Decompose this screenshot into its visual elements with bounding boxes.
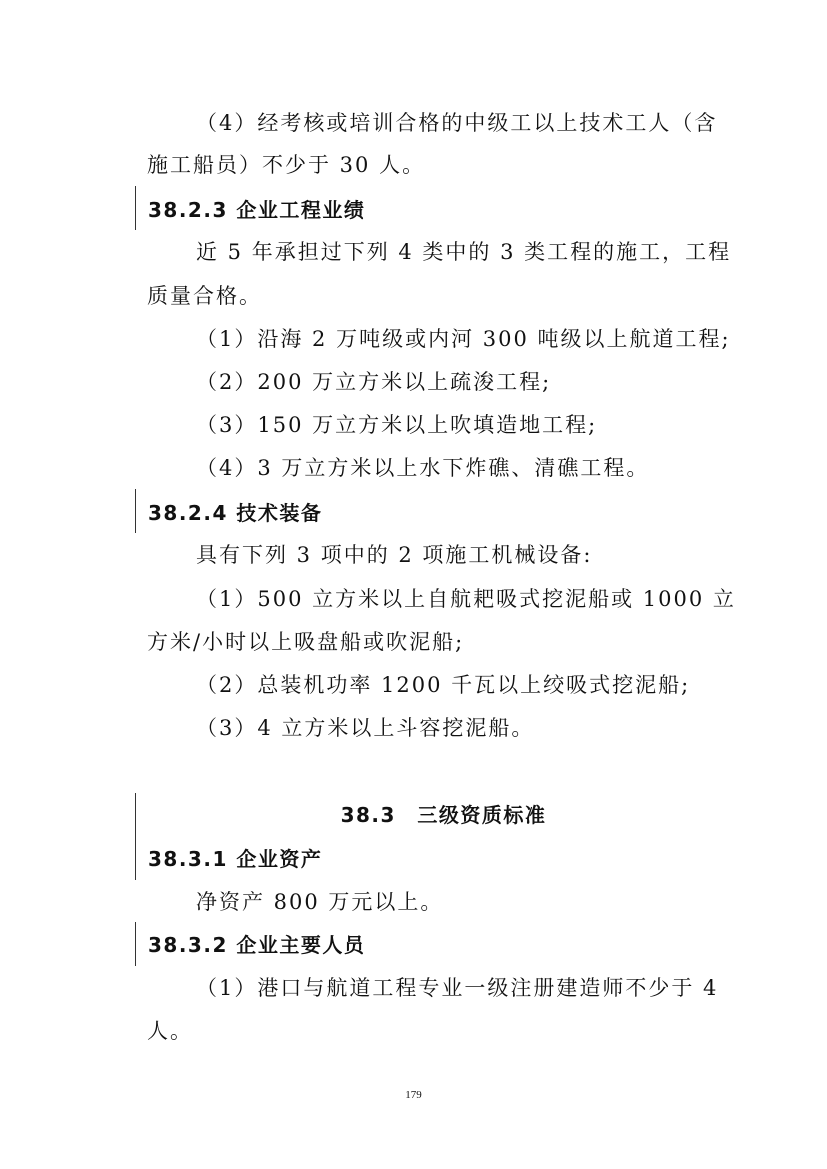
list-item: （1）港口与航道工程专业一级注册建造师不少于 4 bbox=[196, 976, 719, 1000]
revision-bar bbox=[135, 186, 136, 230]
page-number: 179 bbox=[405, 1089, 422, 1101]
paragraph-line: （4）经考核或培训合格的中级工以上技术工人（含 bbox=[196, 111, 718, 135]
section-heading: 38.2.4 技术装备 bbox=[148, 501, 323, 525]
list-item: （2）200 万立方米以上疏浚工程; bbox=[196, 370, 552, 394]
paragraph-line: 净资产 800 万元以上。 bbox=[196, 890, 444, 914]
list-item: （2）总装机功率 1200 千瓦以上绞吸式挖泥船; bbox=[196, 673, 691, 697]
paragraph-line: 近 5 年承担过下列 4 类中的 3 类工程的施工，工程 bbox=[196, 240, 732, 264]
section-heading: 38.3.1 企业资产 bbox=[148, 847, 323, 871]
section-heading: 38.3.2 企业主要人员 bbox=[148, 933, 366, 957]
chapter-title: 38.3 三级资质标准 bbox=[340, 803, 547, 827]
list-item: （1）沿海 2 万吨级或内河 300 吨级以上航道工程; bbox=[196, 327, 731, 351]
revision-bar bbox=[135, 489, 136, 533]
list-item: （1）500 立方米以上自航耙吸式挖泥船或 1000 立 bbox=[196, 587, 736, 611]
section-heading: 38.2.3 企业工程业绩 bbox=[148, 198, 366, 222]
list-item: 方米/小时以上吸盘船或吹泥船; bbox=[147, 630, 465, 654]
paragraph-line: 具有下列 3 项中的 2 项施工机械设备: bbox=[196, 543, 593, 567]
list-item: 人。 bbox=[147, 1019, 193, 1043]
paragraph-line: 施工船员）不少于 30 人。 bbox=[147, 153, 426, 177]
list-item: （4）3 万立方米以上水下炸礁、清礁工程。 bbox=[196, 456, 650, 480]
list-item: （3）4 立方米以上斗容挖泥船。 bbox=[196, 716, 535, 740]
list-item: （3）150 万立方米以上吹填造地工程; bbox=[196, 413, 598, 437]
revision-bar bbox=[135, 922, 136, 966]
paragraph-line: 质量合格。 bbox=[147, 284, 262, 308]
